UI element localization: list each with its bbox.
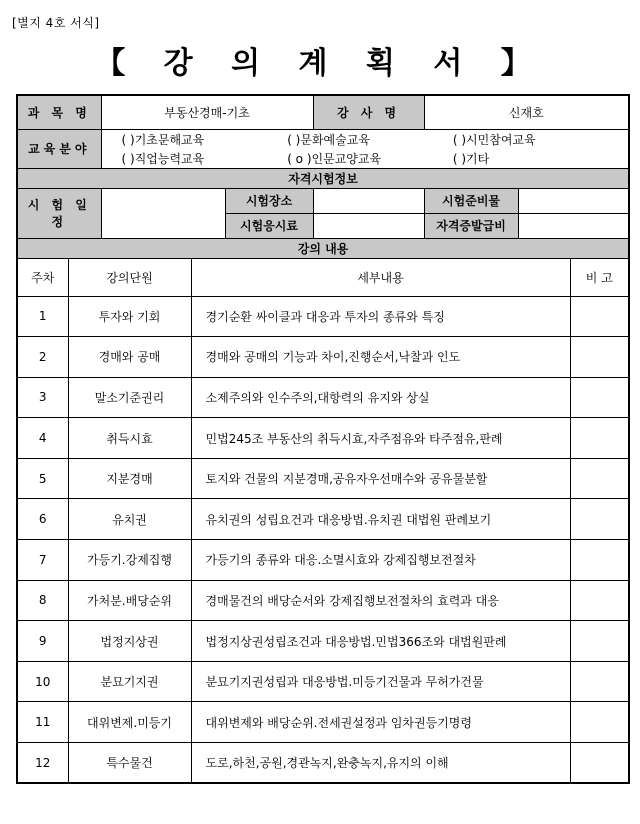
lecture-note xyxy=(570,743,629,784)
lecture-note xyxy=(570,377,629,418)
table-row xyxy=(17,418,629,459)
cert-fee-label: 자격증발급비 xyxy=(424,213,518,238)
lecture-note xyxy=(570,580,629,621)
lecture-note xyxy=(570,661,629,702)
lecture-note xyxy=(570,702,629,743)
lecture-detail: 가등기의 종류와 대응.소멸시효와 강제집행보전절차 xyxy=(191,540,570,581)
lecture-unit: 지분경매 xyxy=(68,458,191,499)
exam-fee-label: 시험응시료 xyxy=(225,213,313,238)
prep-items-value xyxy=(518,188,629,213)
exam-fee-value xyxy=(313,213,424,238)
lecture-unit: 분묘기지권 xyxy=(68,661,191,702)
exam-date-value xyxy=(101,188,225,238)
table-row xyxy=(17,702,629,743)
form-label: [별지 4호 서식] xyxy=(12,16,100,30)
lecture-detail: 도로,하천,공원,경관녹지,완충녹지,유지의 이해 xyxy=(191,743,570,784)
lecture-detail: 대위변제와 배당순위.전세권설정과 임차권등기명령 xyxy=(191,702,570,743)
subject-value: 부동산경매-기초 xyxy=(101,95,313,129)
lecture-note xyxy=(570,337,629,378)
lecture-plan-table xyxy=(16,94,630,784)
lecture-detail: 민법245조 부동산의 취득시효,자주점유와 타주점유,판례 xyxy=(191,418,570,459)
option-other: ( )기타 xyxy=(452,151,490,166)
table-row xyxy=(17,661,629,702)
prep-items-label: 시험준비물 xyxy=(424,188,518,213)
header-week: 주차 xyxy=(17,258,68,296)
week-number: 4 xyxy=(17,418,68,459)
category-label: 교육분야 xyxy=(17,129,101,168)
table-row xyxy=(17,621,629,662)
table-row xyxy=(17,743,629,784)
lecture-detail: 토지와 건물의 지분경매,공유자우선매수와 공유물분할 xyxy=(191,458,570,499)
page-title: 【 강 의 계 획 서 】 xyxy=(95,46,545,81)
lecture-unit: 투자와 기회 xyxy=(68,296,191,337)
option-basic-literacy: ( )기초문해교육 xyxy=(121,132,205,147)
lecture-unit: 특수물건 xyxy=(68,743,191,784)
lecture-unit: 대위변제.미등기 xyxy=(68,702,191,743)
exam-date-label: 시 험 일 정 xyxy=(17,188,101,238)
header-note: 비 고 xyxy=(570,258,629,296)
week-number: 6 xyxy=(17,499,68,540)
option-culture-arts: ( )문화예술교육 xyxy=(287,132,370,147)
subject-label: 과 목 명 xyxy=(17,95,101,129)
table-row xyxy=(17,296,629,337)
lecture-unit: 유치권 xyxy=(68,499,191,540)
week-number: 11 xyxy=(17,702,68,743)
lecture-unit: 가처분.배당순위 xyxy=(68,580,191,621)
week-number: 9 xyxy=(17,621,68,662)
category-options xyxy=(101,129,629,168)
lecture-detail: 경매와 공매의 기능과 차이,진행순서,낙찰과 인도 xyxy=(191,337,570,378)
lecture-unit: 법정지상권 xyxy=(68,621,191,662)
exam-location-label: 시험장소 xyxy=(225,188,313,213)
week-number: 2 xyxy=(17,337,68,378)
lecture-note xyxy=(570,499,629,540)
header-detail: 세부내용 xyxy=(191,258,570,296)
table-row xyxy=(17,377,629,418)
lecture-unit: 말소기준권리 xyxy=(68,377,191,418)
lecture-note xyxy=(570,540,629,581)
lecture-detail: 유치권의 성립요건과 대응방법.유치권 대법원 판례보기 xyxy=(191,499,570,540)
lecture-note xyxy=(570,418,629,459)
instructor-label: 강 사 명 xyxy=(313,95,424,129)
lecture-detail: 경기순환 싸이클과 대응과 투자의 종류와 특징 xyxy=(191,296,570,337)
table-row xyxy=(17,499,629,540)
lecture-detail: 법정지상권성립조건과 대응방법.민법366조와 대법원판례 xyxy=(191,621,570,662)
exam-location-value xyxy=(313,188,424,213)
week-number: 5 xyxy=(17,458,68,499)
week-number: 7 xyxy=(17,540,68,581)
instructor-value: 신재호 xyxy=(424,95,629,129)
week-number: 1 xyxy=(17,296,68,337)
lecture-note xyxy=(570,296,629,337)
lecture-note xyxy=(570,458,629,499)
week-number: 3 xyxy=(17,377,68,418)
lecture-section-title: 강의 내용 xyxy=(17,238,629,258)
lecture-detail: 경매물건의 배당순서와 강제집행보전절차의 효력과 대응 xyxy=(191,580,570,621)
week-number: 10 xyxy=(17,661,68,702)
table-row xyxy=(17,580,629,621)
table-row xyxy=(17,458,629,499)
option-humanities: ( o )인문교양교육 xyxy=(287,151,382,166)
table-row xyxy=(17,540,629,581)
lecture-unit: 경매와 공매 xyxy=(68,337,191,378)
option-vocational: ( )직업능력교육 xyxy=(121,151,205,166)
cert-fee-value xyxy=(518,213,629,238)
lecture-unit: 가등기.강제집행 xyxy=(68,540,191,581)
lecture-note xyxy=(570,621,629,662)
week-number: 12 xyxy=(17,743,68,784)
week-number: 8 xyxy=(17,580,68,621)
lecture-detail: 소제주의와 인수주의,대항력의 유지와 상실 xyxy=(191,377,570,418)
cert-section-title: 자격시험정보 xyxy=(17,168,629,188)
table-row xyxy=(17,337,629,378)
header-unit: 강의단원 xyxy=(68,258,191,296)
lecture-detail: 분묘기지권성립과 대응방법.미등기건물과 무허가건물 xyxy=(191,661,570,702)
lecture-unit: 취득시효 xyxy=(68,418,191,459)
option-civic: ( )시민참여교육 xyxy=(452,132,536,147)
